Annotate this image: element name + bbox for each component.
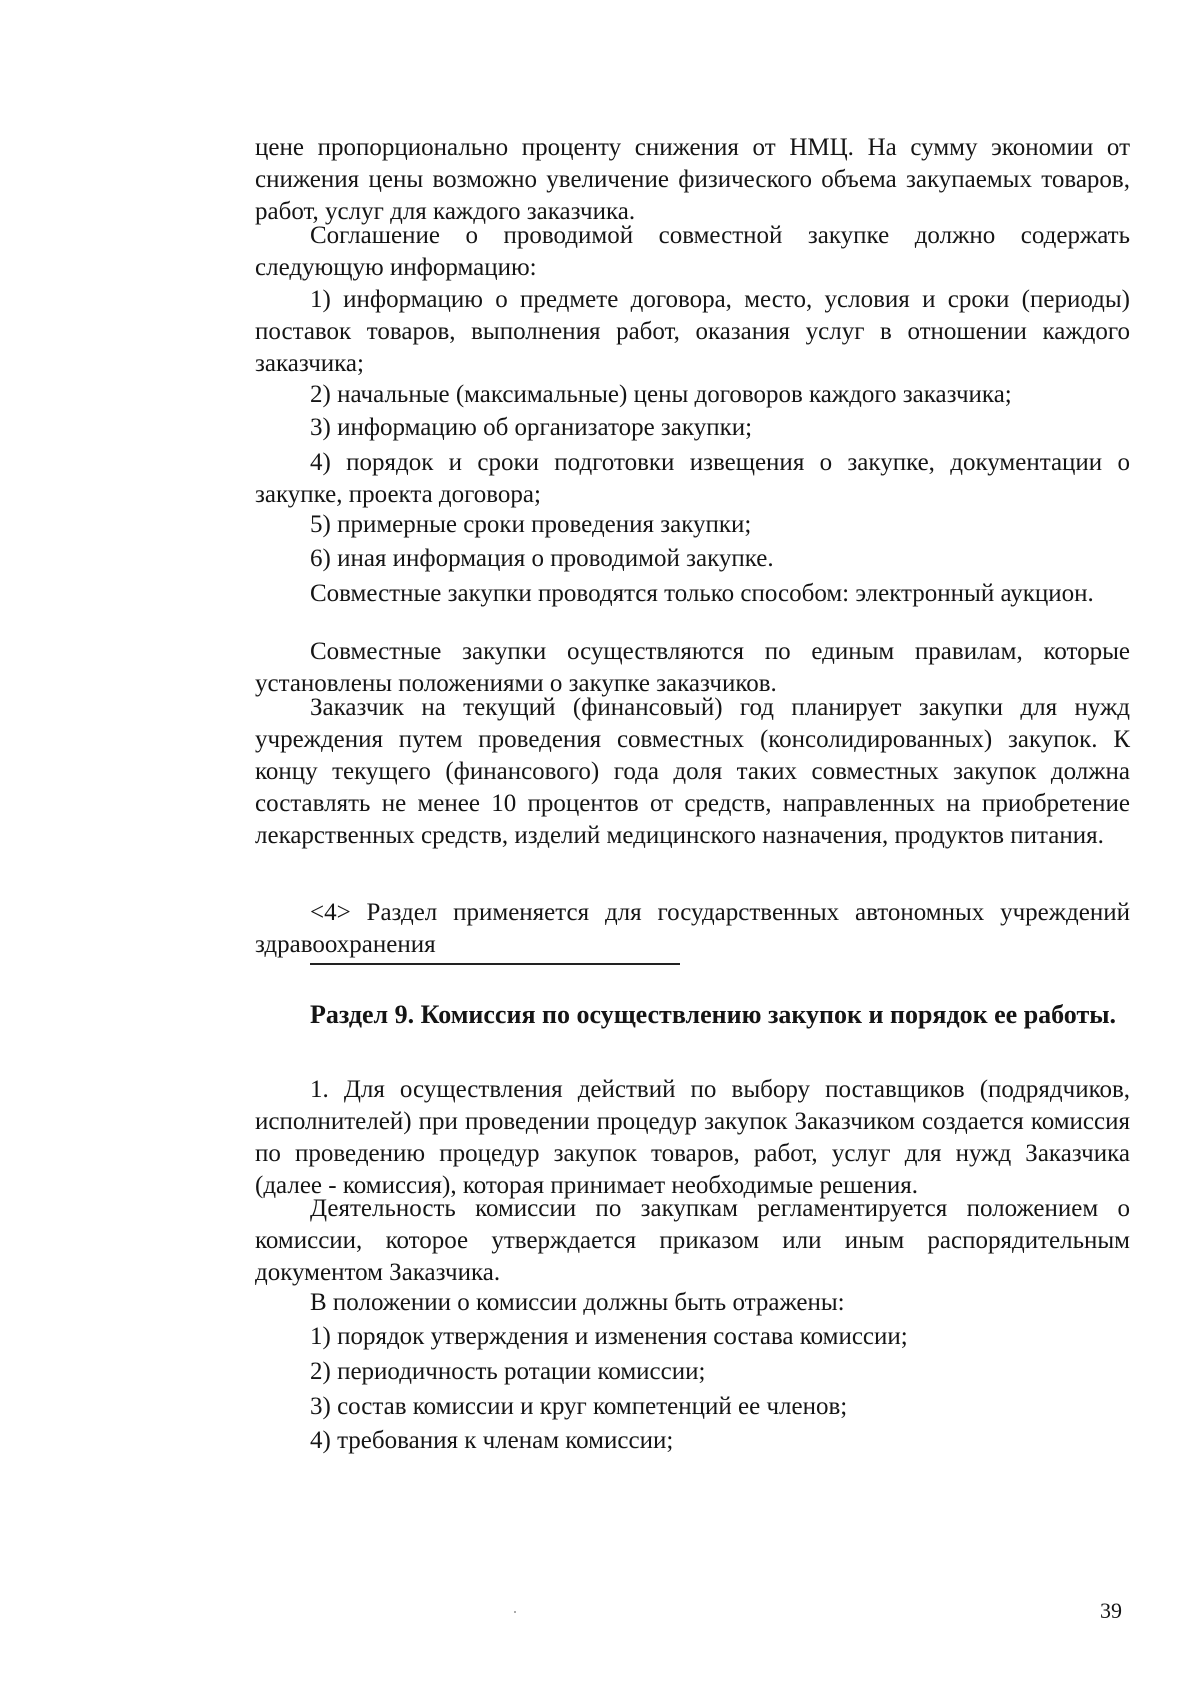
list-item-subject: 1) информацию о предмете договора, место, условия и сроки (периоды) поставок товаров, выполнения работ, оказания услуг в отношении каждого заказчика; [255, 286, 1130, 377]
list-item-organizer: 3) информацию об организаторе закупки; [310, 414, 753, 441]
paragraph-regulation-contents: В положении о комиссии должны быть отражены: [310, 1289, 845, 1316]
list-item-terms: 5) примерные сроки проведения закупки; [310, 511, 752, 538]
paragraph-uniform-rules: Совместные закупки осуществляются по единым правилам, которые установлены положениями о закупке заказчиков. [255, 638, 1130, 697]
scan-speck [514, 1611, 516, 1613]
list-item-rotation: 2) периодичность ротации комиссии; [310, 1358, 706, 1385]
footnote: <4> Раздел применяется для государственных автономных учреждений здравоохранения [255, 899, 1130, 958]
list-item-competences: 3) состав комиссии и круг компетенций ее членов; [310, 1393, 848, 1420]
footnote-separator [310, 963, 680, 965]
paragraph-commission-creation: 1. Для осуществления действий по выбору поставщиков (подрядчиков, исполнителей) при проведении процедур закупок Заказчиком создается комиссия по проведению процедур закупок товаров, работ, услуг для нужд Заказчика (далее - комиссия), которая принимает необходимые решения. [255, 1076, 1130, 1199]
section-heading: Раздел 9. Комиссия по осуществлению закупок и порядок ее работы. [310, 1000, 1117, 1029]
page-number: 39 [1100, 1598, 1122, 1623]
paragraph-price-reduction: цене пропорционально проценту снижения от НМЦ. На сумму экономии от снижения цены возможно увеличение физического объема закупаемых товаров, работ, услуг для каждого заказчика. [255, 134, 1130, 225]
list-item-member-requirements: 4) требования к членам комиссии; [310, 1427, 674, 1454]
list-item-composition-approval: 1) порядок утверждения и изменения состава комиссии; [310, 1323, 908, 1350]
paragraph-auction-method: Совместные закупки проводятся только способом: электронный аукцион. [310, 580, 1094, 607]
list-item-prices: 2) начальные (максимальные) цены договоров каждого заказчика; [310, 381, 1012, 408]
paragraph-planning: Заказчик на текущий (финансовый) год планирует закупки для нужд учреждения путем проведения совместных (консолидированных) закупок. К концу текущего (финансового) года доля таких совместных закупок должна составлять не менее 10 процентов от средств, направленных на приобретение лекарственных средств, изделий медицинского назначения, продуктов питания. [255, 694, 1130, 849]
paragraph-commission-regulation: Деятельность комиссии по закупкам регламентируется положением о комиссии, которое утверждается приказом или иным распорядительным документом Заказчика. [255, 1195, 1130, 1286]
paragraph-agreement-intro: Соглашение о проводимой совместной закупке должно содержать следующую информацию: [255, 222, 1130, 281]
list-item-procedure: 4) порядок и сроки подготовки извещения о закупке, документации о закупке, проекта договора; [255, 449, 1130, 508]
list-item-other-info: 6) иная информация о проводимой закупке. [310, 545, 774, 572]
